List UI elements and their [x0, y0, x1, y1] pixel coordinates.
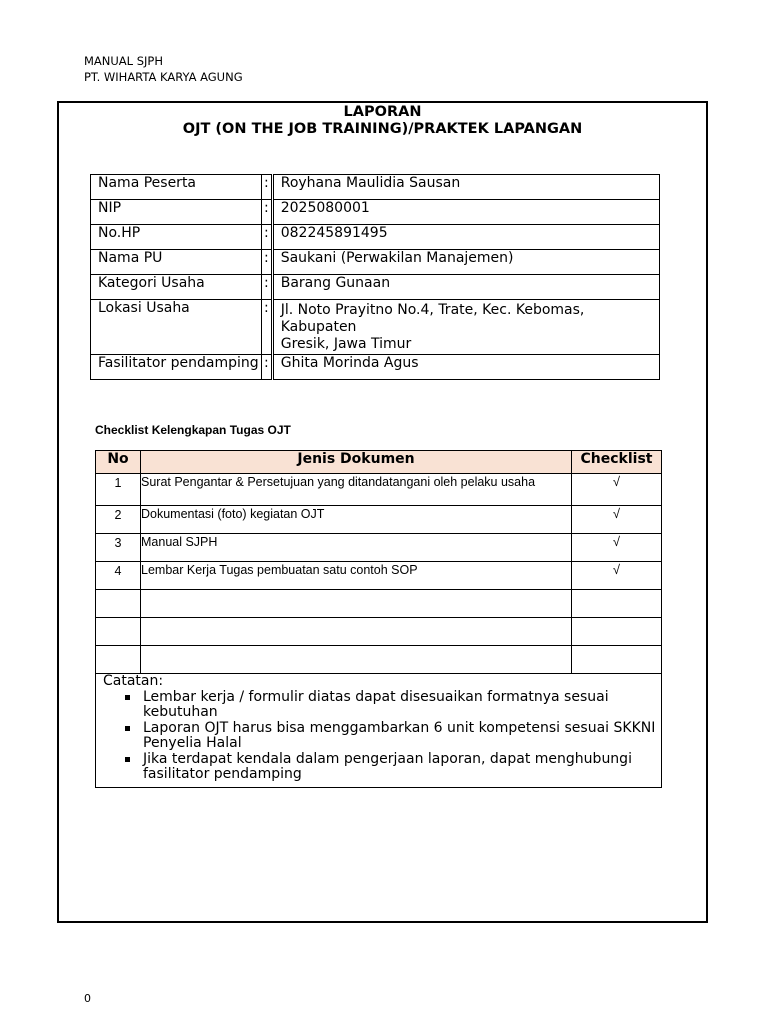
checklist-row — [96, 534, 662, 562]
info-value — [272, 300, 659, 355]
info-label: Kategori Usaha — [91, 275, 262, 300]
empty-cell — [572, 646, 662, 674]
info-row — [91, 355, 660, 380]
notes-title: Catatan: — [103, 673, 164, 689]
info-value: Barang Gunaan — [272, 275, 659, 300]
info-value: Royhana Maulidia Sausan — [272, 175, 659, 200]
check-mark-icon: √ — [572, 562, 662, 590]
note-item: Lembar kerja / formulir diatas dapat disesuaikan formatnya sesuai kebutuhan — [143, 690, 661, 721]
info-value: 2025080001 — [272, 200, 659, 225]
info-row — [91, 250, 660, 275]
info-label: Fasilitator pendamping — [91, 355, 262, 380]
info-label: Lokasi Usaha — [91, 300, 262, 355]
row-number: 1 — [96, 474, 141, 506]
document-name: Lembar Kerja Tugas pembuatan satu contoh SOP — [141, 562, 572, 590]
info-colon: : — [262, 300, 273, 355]
check-mark-icon: √ — [572, 474, 662, 506]
info-label: Nama PU — [91, 250, 262, 275]
checklist-table — [95, 450, 662, 788]
checklist-row — [96, 506, 662, 534]
info-row — [91, 225, 660, 250]
check-mark-icon: √ — [572, 506, 662, 534]
checklist-empty-row — [96, 590, 662, 618]
document-name: Manual SJPH — [141, 534, 572, 562]
info-colon: : — [262, 200, 273, 225]
report-frame — [57, 101, 708, 923]
page-number: 0 — [84, 992, 91, 1005]
row-number: 3 — [96, 534, 141, 562]
report-subtitle: OJT (ON THE JOB TRAINING)/PRAKTEK LAPANGAN — [182, 121, 583, 137]
document-name: Surat Pengantar & Persetujuan yang ditandatangani oleh pelaku usaha — [141, 474, 572, 506]
info-label: No.HP — [91, 225, 262, 250]
header-company-name: PT. WIHARTA KARYA AGUNG — [84, 70, 243, 84]
document-name: Dokumentasi (foto) kegiatan OJT — [141, 506, 572, 534]
info-value: Ghita Morinda Agus — [272, 355, 659, 380]
note-item: Jika terdapat kendala dalam pengerjaan laporan, dapat menghubungi fasilitator pendamping — [143, 752, 661, 783]
address-line-1: Jl. Noto Prayitno No.4, Trate, Kec. Kebomas, Kabupaten — [280, 302, 585, 335]
col-header-checklist: Checklist — [572, 451, 662, 474]
checklist-empty-row — [96, 618, 662, 646]
col-header-document: Jenis Dokumen — [141, 451, 572, 474]
empty-cell — [141, 590, 572, 618]
info-value: 082245891495 — [272, 225, 659, 250]
participant-info-table — [90, 174, 660, 380]
empty-cell — [96, 618, 141, 646]
empty-cell — [572, 590, 662, 618]
header-manual-title: MANUAL SJPH — [84, 54, 164, 68]
info-value: Saukani (Perwakilan Manajemen) — [272, 250, 659, 275]
address-line-2: Gresik, Jawa Timur — [280, 336, 412, 352]
report-title: LAPORAN — [343, 104, 422, 120]
empty-cell — [141, 618, 572, 646]
empty-cell — [572, 618, 662, 646]
info-colon: : — [262, 355, 273, 380]
checklist-header-row — [96, 451, 662, 474]
empty-cell — [96, 646, 141, 674]
info-row — [91, 300, 660, 355]
notes-list — [103, 690, 661, 783]
note-item: Laporan OJT harus bisa menggambarkan 6 unit kompetensi sesuai SKKNI Penyelia Halal — [143, 721, 661, 752]
info-colon: : — [262, 250, 273, 275]
info-row — [91, 200, 660, 225]
checklist-empty-row — [96, 646, 662, 674]
info-row — [91, 175, 660, 200]
checklist-row — [96, 562, 662, 590]
info-row — [91, 275, 660, 300]
info-colon: : — [262, 175, 273, 200]
empty-cell — [96, 590, 141, 618]
notes-row — [96, 674, 662, 788]
checklist-row — [96, 474, 662, 506]
row-number: 4 — [96, 562, 141, 590]
info-label: Nama Peserta — [91, 175, 262, 200]
col-header-no: No — [96, 451, 141, 474]
check-mark-icon: √ — [572, 534, 662, 562]
row-number: 2 — [96, 506, 141, 534]
checklist-caption: Checklist Kelengkapan Tugas OJT — [95, 423, 291, 437]
info-colon: : — [262, 225, 273, 250]
empty-cell — [141, 646, 572, 674]
info-label: NIP — [91, 200, 262, 225]
notes-cell — [96, 674, 662, 788]
info-colon: : — [262, 275, 273, 300]
